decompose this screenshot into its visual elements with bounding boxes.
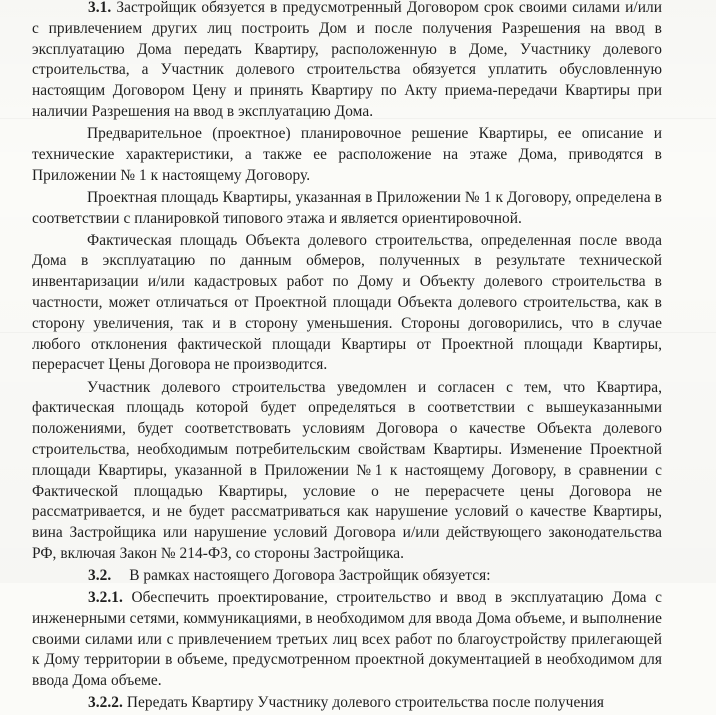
clause-3-1 bbox=[32, 0, 662, 123]
clause-text: Обеспечить проектирование, строительство и ввод в эксплуатацию Дома с инженерными сетями, коммуникациями, в необходимом для ввода Дома объеме, и выполнение своими силами или с привлечением третьих лиц всех работ по благоустройству прилегающей к Дому территории в объеме, предусмотренном проектной документацией в необходимом для ввода Дома объеме. bbox=[32, 589, 662, 690]
clause-number: 3.1. bbox=[88, 0, 112, 16]
scan-artifact bbox=[0, 118, 716, 119]
clause-3-2-2 bbox=[32, 693, 662, 714]
paragraph-planning-solution: Предварительное (проектное) планировочное решение Квартиры, ее описание и технические характеристики, а также ее расположение на этаже Дома, приводятся в Приложении № 1 к настоящему Договору. bbox=[32, 125, 662, 184]
clause-3-2-1 bbox=[32, 588, 662, 692]
clause-text: Застройщик обязуется в предусмотренный Договором срок своими силами и/или с привлечением других лиц построить Дом и после получения Разрешения на ввод в эксплуатацию Дома передать Квартиру, расположенную в Доме, Участнику долевого строительства, а Участник долевого строительства обязуется уплатить обусловленную настоящим Договором Цену и принять Квартиру по Акту приема-передачи Квартиры при наличии Разрешения на ввод в эксплуатацию Дома. bbox=[32, 0, 662, 120]
clause-number: 3.2.2. bbox=[88, 694, 123, 712]
paragraph-actual-area: Фактическая площадь Объекта долевого строительства, определенная после ввода Дома в эксплуатацию по данным обмеров, полученных в результате технической инвентаризации и/или кадастровых работ по Дому и Объекту долевого строительства в частности, может отличаться от Проектной площади Объекта долевого строительства, как в сторону увеличения, так и в сторону уменьшения. Стороны договорились, что в случае любого отклонения фактической площади Квартиры от Проектной площади Квартиры, перерасчет Цены Договора не производится. bbox=[32, 231, 662, 374]
clause-3-2 bbox=[32, 566, 662, 587]
clause-text: Передать Квартиру Участнику долевого строительства после получения bbox=[126, 694, 605, 712]
contract-text bbox=[32, 0, 662, 715]
clause-number: 3.2.1. bbox=[88, 589, 123, 607]
paragraph-project-area: Проектная площадь Квартиры, указанная в Приложении № 1 к Договору, определена в соответствии с планировкой типового этажа и является ориентировочной. bbox=[32, 188, 662, 227]
paragraph-participant-notice: Участник долевого строительства уведомлен и согласен с тем, что Квартира, фактическая площадь которой будет определяться в соответствии с вышеуказанными положениями, будет соответствовать условиям Договора о качестве Объекта долевого строительства, необходимым потребительским свойствам Квартиры. Изменение Проектной площади Квартиры, указанной в Приложении №1 к настоящему Договору, в сравнении с Фактической площадью Квартиры, условие о не перерасчете цены Договора не рассматривается, и не будет рассматриваться как нарушение условий о качестве Квартиры, вина Застройщика или нарушение условий Договора и/или действующего законодательства РФ, включая Закон № 214-ФЗ, со стороны Застройщика. bbox=[32, 378, 662, 562]
clause-text: В рамках настоящего Договора Застройщик обязуется: bbox=[129, 567, 491, 584]
scan-artifact bbox=[0, 332, 716, 333]
clause-number: 3.2. bbox=[88, 567, 112, 584]
